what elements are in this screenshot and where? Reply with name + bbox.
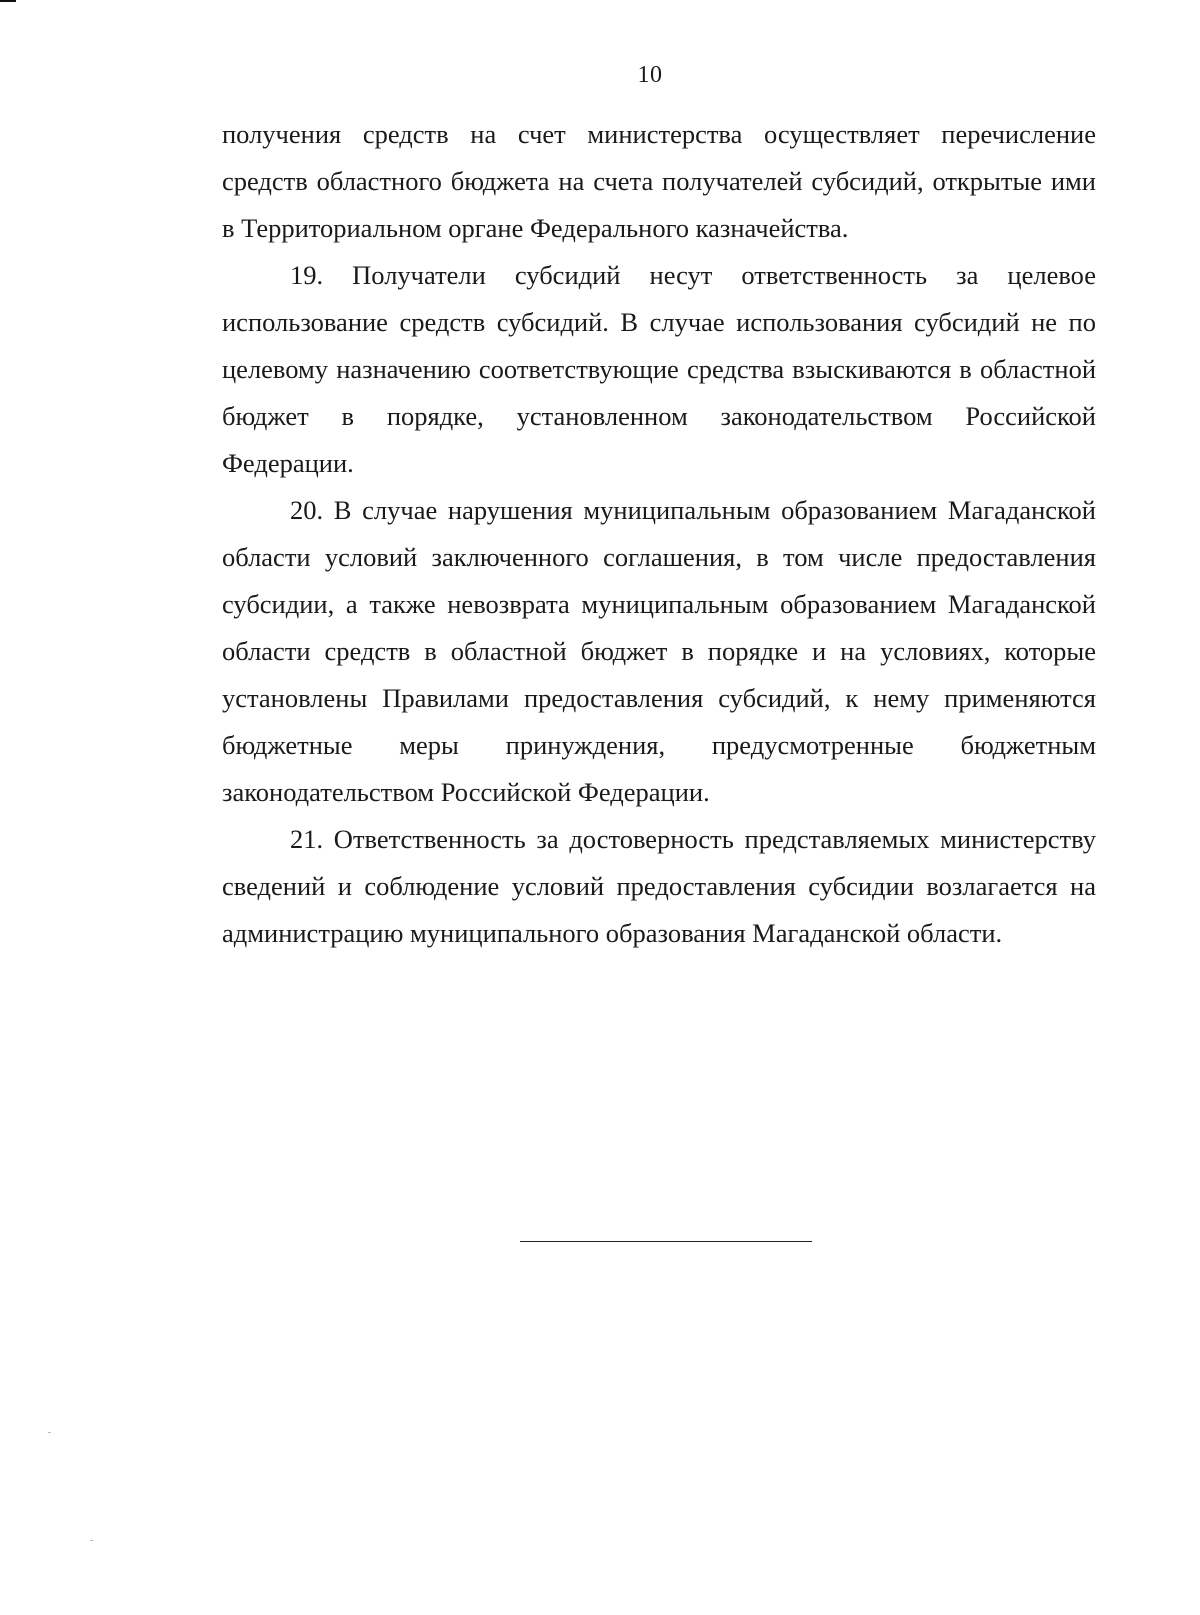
paragraph-item-21: 21. Ответственность за достоверность представляемых министерству сведений и соблюдение условий предоставления субсидии возлагается на администрацию муниципального образования Магаданской области. xyxy=(222,824,1096,948)
document-body xyxy=(222,111,1096,957)
scan-speck xyxy=(48,1432,51,1433)
paragraph-item-19: 19. Получатели субсидий несут ответственность за целевое использование средств субсидий. В случае использования субсидий не по целевому назначению соответствующие средства взыскиваются в областной бюджет в порядке, установленном законодательством Российской Федерации. xyxy=(222,260,1096,478)
paragraph-item-20: 20. В случае нарушения муниципальным образованием Магаданской области условий заключенного соглашения, в том числе предоставления субсидии, а также невозврата муниципальным образованием Магаданской области средств в областной бюджет в порядке и на условиях, которые установлены Правилами предоставления субсидий, к нему применяются бюджетные меры принуждения, предусмотренные бюджетным законодательством Российской Федерации. xyxy=(222,495,1096,807)
closing-rule xyxy=(520,1241,812,1242)
scan-speck xyxy=(90,1540,93,1541)
scan-corner-mark xyxy=(0,0,16,2)
page-number: 10 xyxy=(637,62,663,88)
paragraph-continuation: получения средств на счет министерства осуществляет перечисление средств областного бюджета на счета получателей субсидий, открытые ими в Территориальном органе Федерального казначейства. xyxy=(222,119,1096,243)
